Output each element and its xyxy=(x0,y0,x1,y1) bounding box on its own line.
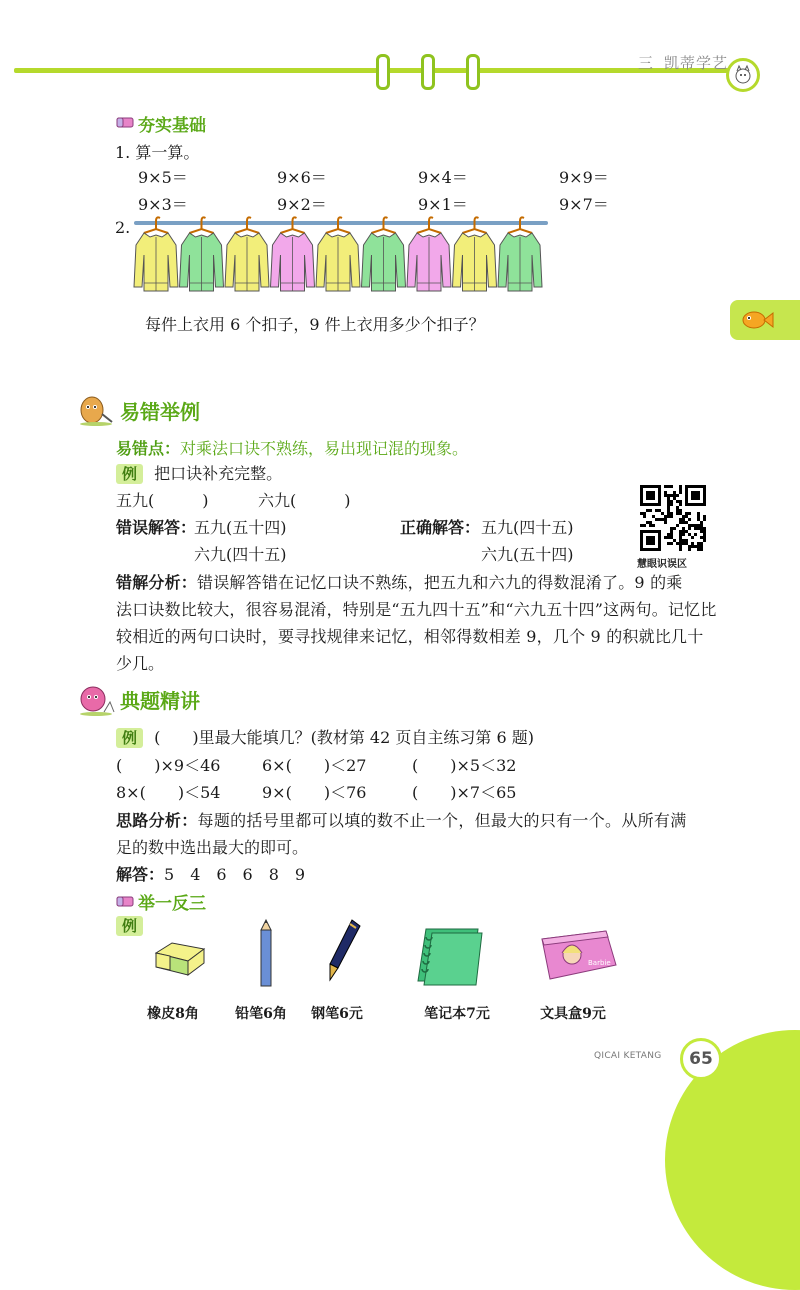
fountain-pen-illustration xyxy=(322,918,362,984)
analysis-line-1 xyxy=(116,570,682,593)
shirt-illustration xyxy=(498,217,542,291)
blank-a: 五九( ) xyxy=(116,491,209,510)
analysis-line-4: 少几。 xyxy=(116,654,165,673)
svg-text:Barbie: Barbie xyxy=(588,959,611,967)
right-answer-1: 五九(四十五) xyxy=(481,518,574,537)
mistake-point-text: 对乘法口诀不熟练，易出现记混的现象。 xyxy=(180,439,469,458)
q2-text: 每件上衣用 6 个扣子，9 件上衣用多少个扣子？ xyxy=(145,315,485,334)
header-ring-1 xyxy=(376,54,390,90)
answer-line xyxy=(116,862,305,885)
section-eraser-icon-2 xyxy=(116,893,136,912)
analysis-line-3: 较相近的两句口诀时，要寻找规律来记忆，相邻得数相差 9，几个 9 的积就比几十 xyxy=(116,627,704,646)
q1-item: 9×6＝ xyxy=(277,168,327,187)
item-label: 钢笔6元 xyxy=(311,1006,363,1022)
pencil-illustration xyxy=(258,918,274,988)
section-title-classic: 典题精讲 xyxy=(120,689,200,713)
q1-item: 9×1＝ xyxy=(418,195,468,214)
q1-item: 9×2＝ xyxy=(277,195,327,214)
example-line xyxy=(116,461,282,484)
page-number: 65 xyxy=(689,1049,713,1069)
example-text: 把口诀补充完整。 xyxy=(154,464,283,483)
q1-item: 9×5＝ xyxy=(138,168,188,187)
ineq-item: 6×( )＜27 xyxy=(262,756,367,775)
header-ring-2 xyxy=(421,54,435,90)
shirt-illustration xyxy=(225,217,269,291)
section-eraser-icon xyxy=(116,114,136,133)
shirt-illustration xyxy=(134,217,178,291)
item-label: 笔记本7元 xyxy=(424,1006,490,1022)
ineq-item: ( )×5＜32 xyxy=(412,756,517,775)
item-label: 文具盒9元 xyxy=(540,1006,606,1022)
header-chapter: 三 xyxy=(638,54,654,72)
answer-label: 解答： xyxy=(116,865,165,884)
shirt-illustration xyxy=(362,217,406,291)
q1-item: 9×4＝ xyxy=(418,168,468,187)
wrong-label: 错误解答： xyxy=(116,518,197,537)
clothes-rack-illustration xyxy=(130,215,550,315)
shirt-illustration xyxy=(407,217,451,291)
header-cat-icon xyxy=(726,58,760,92)
pencil-case-illustration xyxy=(536,925,620,985)
fish-icon xyxy=(736,305,776,335)
shirt-illustration xyxy=(316,217,360,291)
blank-b: 六九( ) xyxy=(258,491,351,510)
item-label: 铅笔6角 xyxy=(235,1006,287,1022)
qr-code-icon[interactable] xyxy=(640,485,706,551)
answer-text: 5 4 6 6 8 9 xyxy=(164,865,306,884)
analysis-line-2: 法口诀数比较大，很容易混淆，特别是“五九四十五”和“六九五十四”这两句。记忆比 xyxy=(116,600,717,619)
classic-example-text: ( )里最大能填几？(教材第 42 页自主练习第 6 题) xyxy=(154,728,534,747)
right-answer-2: 六九(五十四) xyxy=(481,545,574,564)
example-pill: 例 xyxy=(116,464,143,484)
think-line-2: 足的数中选出最大的即可。 xyxy=(116,838,309,857)
mascot-apple-icon xyxy=(76,682,116,720)
analysis-label: 错解分析： xyxy=(116,573,198,592)
shirt-illustration xyxy=(271,217,315,291)
item-label: 橡皮8角 xyxy=(147,1006,199,1022)
wrong-answer-1: 五九(五十四) xyxy=(194,518,287,537)
notebook-illustration xyxy=(412,925,488,987)
side-fish-tab xyxy=(730,300,800,340)
classic-example-pill: 例 xyxy=(116,728,143,748)
section-title-basic: 夯实基础 xyxy=(138,116,206,136)
eraser-illustration xyxy=(152,935,208,979)
ineq-item: 8×( )＜54 xyxy=(116,783,221,802)
classic-example-line xyxy=(116,725,534,748)
qr-caption: 慧眼识误区 xyxy=(637,559,687,570)
section-title-practice: 举一反三 xyxy=(138,894,206,914)
mistake-point xyxy=(116,436,468,459)
footer-page-badge xyxy=(680,1038,722,1080)
practice-example-pill-wrap xyxy=(116,916,143,936)
q1-item: 9×7＝ xyxy=(559,195,609,214)
footer-brand: QICAI KETANG xyxy=(594,1051,662,1061)
ineq-item: ( )×9＜46 xyxy=(116,756,221,775)
mistake-point-label: 易错点： xyxy=(116,439,181,458)
ineq-item: ( )×7＜65 xyxy=(412,783,517,802)
think-text-1: 每题的括号里都可以填的数不止一个，但最大的只有一个。从所有满 xyxy=(197,811,687,830)
q2-label: 2. xyxy=(115,218,131,237)
q1-item: 9×9＝ xyxy=(559,168,609,187)
practice-example-pill: 例 xyxy=(116,916,143,936)
shirt-illustration xyxy=(453,217,497,291)
wrong-answer-2: 六九(四十五) xyxy=(194,545,287,564)
header-ring-3 xyxy=(466,54,480,90)
q1-item: 9×3＝ xyxy=(138,195,188,214)
q1-label: 1. 算一算。 xyxy=(115,143,200,162)
header-title: 凯蒂学艺 xyxy=(664,54,729,72)
section-title-mistakes: 易错举例 xyxy=(120,400,200,424)
think-label: 思路分析： xyxy=(116,811,198,830)
ineq-item: 9×( )＜76 xyxy=(262,783,367,802)
think-line-1 xyxy=(116,808,687,831)
analysis-text-1: 错误解答错在记忆口诀不熟练，把五九和六九的得数混淆了。9 的乘 xyxy=(197,573,683,592)
mascot-potato-icon xyxy=(76,394,116,430)
shirt-illustration xyxy=(180,217,224,291)
right-label: 正确解答： xyxy=(400,518,481,537)
